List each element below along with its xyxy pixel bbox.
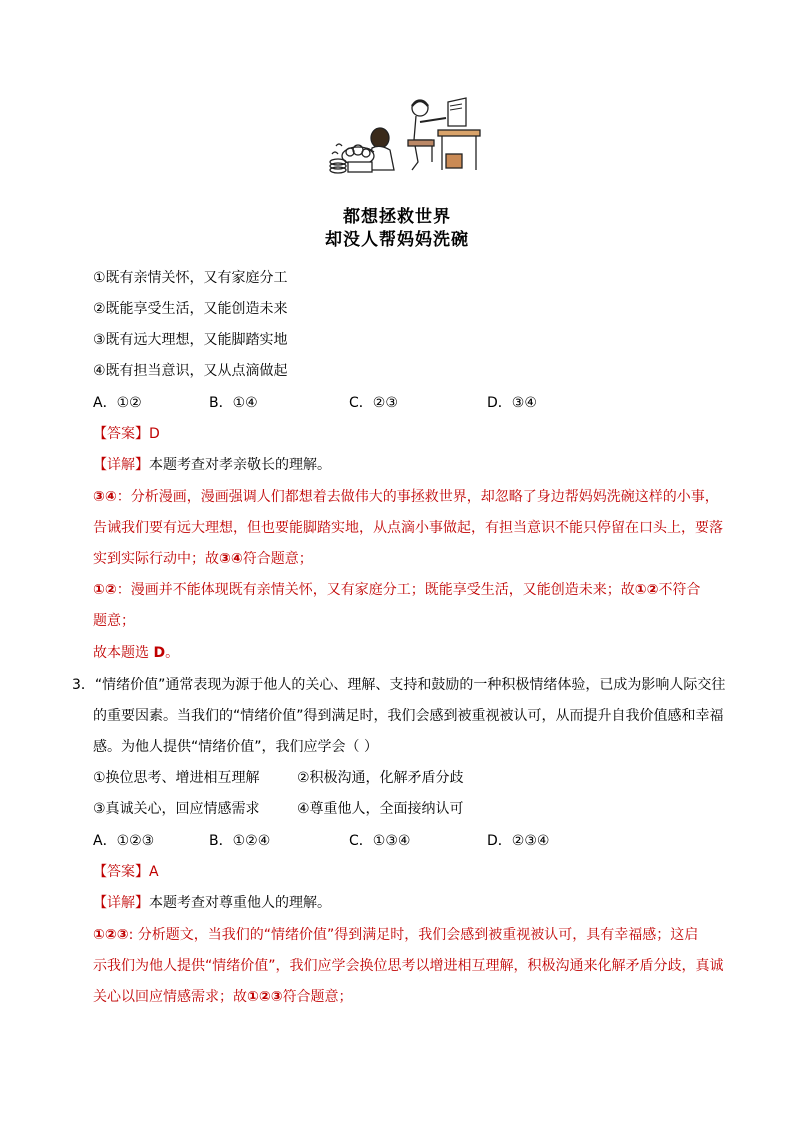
- q3-item-3: ③真诚关心，回应情感需求: [93, 801, 260, 817]
- q2-analysis1-text1: ：分析漫画，漫画强调人们都想着去做伟大的事拯救世界，却忽略了身边帮妈妈洗碗这样的小事，: [116, 489, 719, 505]
- q2-option-c: C．②③: [349, 395, 398, 411]
- q2-conclusion-b: D: [153, 645, 166, 661]
- q2-analysis1-text3b: ③④: [219, 551, 243, 567]
- q3-analysis-text3b: ①②③: [247, 989, 283, 1005]
- q2-analysis2-lead: ①②: [93, 582, 117, 598]
- q3-analysis-line3: [93, 987, 353, 1007]
- q3-option-a: A．①②③: [93, 833, 155, 849]
- q2-analysis1-line3: [93, 549, 313, 569]
- q3-answer-value: A: [149, 864, 159, 880]
- q3-number: 3．: [72, 677, 95, 693]
- q2-answer-label: 【答案】: [93, 426, 149, 442]
- q2-item-4: ④既有担当意识，又从点滴做起: [93, 363, 288, 379]
- q2-option-a: A．①②: [93, 395, 142, 411]
- q3-detail-text: 本题考查对尊重他人的理解。: [149, 895, 331, 911]
- q2-analysis1-line1: [93, 487, 719, 507]
- computer-user-figure: [408, 98, 480, 170]
- q2-analysis2-line2: 题意；: [93, 613, 135, 629]
- q3-analysis-text3a: 关心以回应情感需求；故: [93, 989, 247, 1005]
- mother-figure: [330, 128, 394, 173]
- q3-item-1: ①换位思考、增进相互理解: [93, 770, 260, 786]
- q3-analysis-line1: [93, 925, 698, 945]
- q2-answer-value: D: [149, 426, 160, 442]
- q3-stem-line2: 的重要因素。当我们的“情绪价值”得到满足时，我们会感到被重视被认可，从而提升自我价值感和幸福: [93, 708, 724, 724]
- q3-stem-line1: [72, 675, 725, 695]
- q2-analysis1-text3a: 实到实际行动中；故: [93, 551, 219, 567]
- q3-option-d: D．②③④: [487, 833, 550, 849]
- q2-detail-label: 【详解】: [93, 457, 149, 473]
- q3-item-4: ④尊重他人，全面接纳认可: [297, 801, 464, 817]
- q2-analysis1-text3c: 符合题意；: [242, 551, 313, 567]
- cartoon-caption-line1: 都想拯救世界: [343, 207, 451, 227]
- q3-answer-label: 【答案】: [93, 864, 149, 880]
- q2-analysis2-text1c: 不符合: [658, 582, 701, 598]
- q3-item-2: ②积极沟通，化解矛盾分歧: [297, 770, 464, 786]
- q3-analysis-line2: 示我们为他人提供“情绪价值”，我们应学会换位思考以增进相互理解，积极沟通来化解矛盾分歧，真诚: [93, 958, 724, 974]
- q3-stem-text1: “情绪价值”通常表现为源于他人的关心、理解、支持和鼓励的一种积极情绪体验，已成为影响人际交往: [94, 677, 726, 693]
- q2-conclusion-a: 故本题选: [93, 645, 154, 661]
- q3-option-c: C．①③④: [349, 833, 411, 849]
- q3-analysis-lead: ①②③: [93, 927, 129, 943]
- q2-detail: [93, 455, 331, 475]
- q2-option-d: D．③④: [487, 395, 537, 411]
- q2-detail-text: 本题考查对孝亲敬长的理解。: [149, 457, 331, 473]
- q2-option-b: B．①④: [209, 395, 258, 411]
- cartoon-caption-line2: 却没人帮妈妈洗碗: [325, 230, 469, 250]
- q2-analysis2-text1a: ：漫画并不能体现既有亲情关怀，又有家庭分工；既能享受生活，又能创造未来；故: [116, 582, 635, 598]
- q2-analysis1-lead: ③④: [93, 489, 117, 505]
- q3-answer: [93, 862, 159, 882]
- q3-detail-label: 【详解】: [93, 895, 149, 911]
- q2-item-3: ③既有远大理想，又能脚踏实地: [93, 332, 288, 348]
- q3-analysis-text1: : 分析题文，当我们的“情绪价值”得到满足时，我们会感到被重视被认可，具有幸福感；这启: [128, 927, 699, 943]
- q2-conclusion: [93, 643, 179, 663]
- q2-analysis2-line1: [93, 580, 700, 600]
- q3-detail: [93, 893, 331, 913]
- q2-item-2: ②既能享受生活，又能创造未来: [93, 301, 288, 317]
- q3-analysis-text3c: 符合题意；: [282, 989, 353, 1005]
- q3-stem-line3: 感。为他人提供“情绪价值”，我们应学会（ ）: [93, 739, 378, 755]
- cartoon-illustration: [328, 96, 488, 178]
- q3-option-b: B．①②④: [209, 833, 271, 849]
- q2-analysis1-line2: 告诫我们要有远大理想，但也要能脚踏实地，从点滴小事做起，有担当意识不能只停留在口头上，要落: [93, 520, 723, 536]
- q2-answer: [93, 424, 160, 444]
- q2-analysis2-text1b: ①②: [634, 582, 659, 598]
- q2-conclusion-c: 。: [165, 645, 180, 661]
- q2-item-1: ①既有亲情关怀，又有家庭分工: [93, 270, 288, 286]
